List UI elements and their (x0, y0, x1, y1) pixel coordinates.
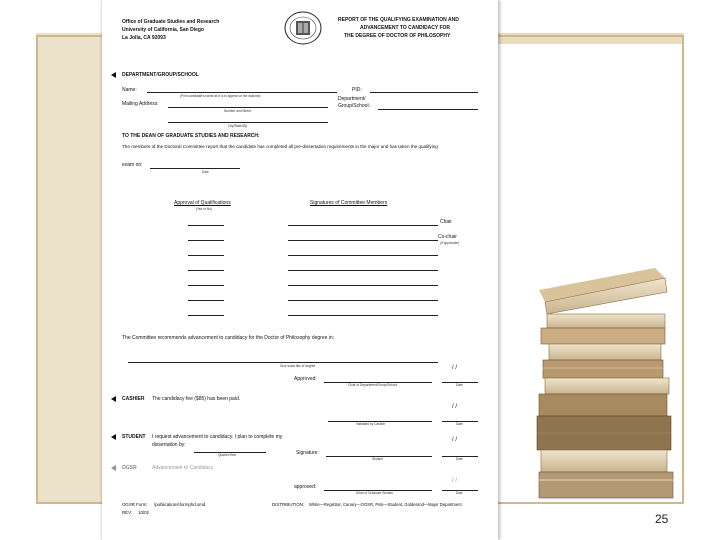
approval-line (188, 225, 224, 226)
date-slashes: / / (452, 404, 458, 410)
student-hint: Student (372, 457, 383, 461)
office-line-2: University of California, San Diego (122, 27, 204, 33)
mailing-line (168, 107, 328, 108)
degree-title-line (128, 362, 438, 363)
office-line-3: La Jolla, CA 92093 (122, 35, 166, 41)
report-title-2: ADVANCEMENT TO CANDIDACY FOR (360, 25, 451, 31)
university-seal-icon (282, 10, 324, 46)
student-heading: STUDENT (122, 434, 146, 440)
form-label: OGSR Form: (122, 502, 148, 507)
exam-date-hint: Date (202, 170, 209, 174)
name-hint: (Print candidate's name as it is to appear on the diploma) (180, 94, 261, 98)
approval-header: Approval of Qualifications (174, 200, 231, 206)
signature-line (288, 240, 438, 241)
slide-page-number: 25 (655, 512, 669, 526)
signature-label: Signature: (296, 450, 319, 456)
date-hint: Date (456, 383, 463, 387)
approval-line (188, 315, 224, 316)
pid-line (370, 92, 478, 93)
approval-line (188, 240, 224, 241)
dept-label-1: Department/ (338, 96, 366, 102)
dept-label-2: Group/School: (338, 103, 370, 109)
student-text-2: dissertation by: (152, 442, 186, 448)
number-street-hint: Number and Street (224, 109, 251, 113)
signature-line (288, 225, 438, 226)
mailing-label: Mailing Address: (122, 101, 159, 107)
qualifying-exam-form (102, 0, 498, 540)
give-title-hint: Give exact title of degree (280, 364, 316, 368)
cochair-label: Co-chair (438, 234, 457, 240)
date-slashes: / / (452, 478, 458, 484)
signature-line (288, 315, 438, 316)
student-text-1: I request advancement to candidacy. I plan to complete my (152, 434, 283, 440)
approved-label: Approved: (294, 376, 317, 382)
date-slashes: / / (452, 365, 458, 371)
date-hint: Date (456, 491, 463, 495)
date-hint: Date (456, 422, 463, 426)
section-bullet-icon (111, 465, 116, 471)
date-hint: Date (456, 457, 463, 461)
section-bullet-icon (111, 434, 116, 440)
section-bullet-icon (111, 72, 116, 78)
recommends-text: The Committee recommends advancement to candidacy for the Doctor of Philosophy degree in: (122, 335, 335, 341)
approval-line (188, 285, 224, 286)
quarter-year-hint: Quarter/Year (218, 453, 237, 457)
date-slashes: / / (452, 437, 458, 443)
to-dean-heading: TO THE DEAN OF GRADUATE STUDIES AND RESEARCH: (122, 133, 260, 139)
chair-label: Chair (440, 219, 452, 225)
exam-date-line (150, 168, 240, 169)
yes-no-hint: (Yes or No) (196, 207, 213, 211)
report-title-1: REPORT OF THE QUALIFYING EXAMINATION AND (338, 17, 459, 23)
chair-dept-hint: Chair of Department/Group/School (348, 383, 398, 387)
city-state-zip-hint: City/State/Zip (228, 124, 248, 128)
ogsr-heading: OGSR (122, 465, 137, 471)
dept-section-heading: DEPARTMENT/GROUP/SCHOOL (122, 72, 199, 78)
distribution-text: White—Registrar, Canary—OGSR, Pink—Student, Goldenrod—Major Department (309, 502, 462, 507)
signatures-header: Signatures of Committee Members (310, 200, 388, 206)
cashier-text: The candidacy fee ($85) has been paid. (152, 396, 241, 402)
cashier-heading: CASHIER (122, 396, 145, 402)
report-title-3: THE DEGREE OF DOCTOR OF PHILOSOPHY (344, 33, 451, 39)
dean-hint: Dean of Graduate Studies (356, 491, 393, 495)
rev-date: 10/02 (138, 510, 149, 515)
distribution-label: DISTRIBUTION: (272, 502, 305, 507)
validated-by-hint: Validated by Cashier (356, 422, 386, 426)
approved-lower-label: approved: (294, 484, 317, 490)
exam-on-label: exam on: (122, 162, 143, 168)
signature-line (288, 270, 438, 271)
name-line (147, 92, 337, 93)
approval-line (188, 255, 224, 256)
name-label: Name: (122, 87, 137, 93)
pid-label: PID: (352, 87, 362, 93)
committee-report-text: The members of the Doctoral Committee report that the candidate has completed all pre-dissertation requirements in the major and has taken the qualifying (122, 144, 438, 149)
dept-line (378, 109, 478, 110)
signature-line (288, 285, 438, 286)
books-stack-image (535, 268, 675, 500)
office-line-1: Office of Graduate Studies and Research (122, 19, 220, 25)
signature-line (288, 300, 438, 301)
approval-line (188, 270, 224, 271)
section-bullet-icon (111, 396, 116, 402)
city-line (168, 122, 328, 123)
approval-line (188, 300, 224, 301)
form-path: \publications\formphd.xmd (154, 502, 206, 507)
ogsr-text: Advancement to Candidacy (152, 465, 214, 471)
if-applicable-hint: (If applicable) (440, 241, 460, 245)
signature-line (288, 255, 438, 256)
rev-label: REV: (122, 510, 133, 515)
